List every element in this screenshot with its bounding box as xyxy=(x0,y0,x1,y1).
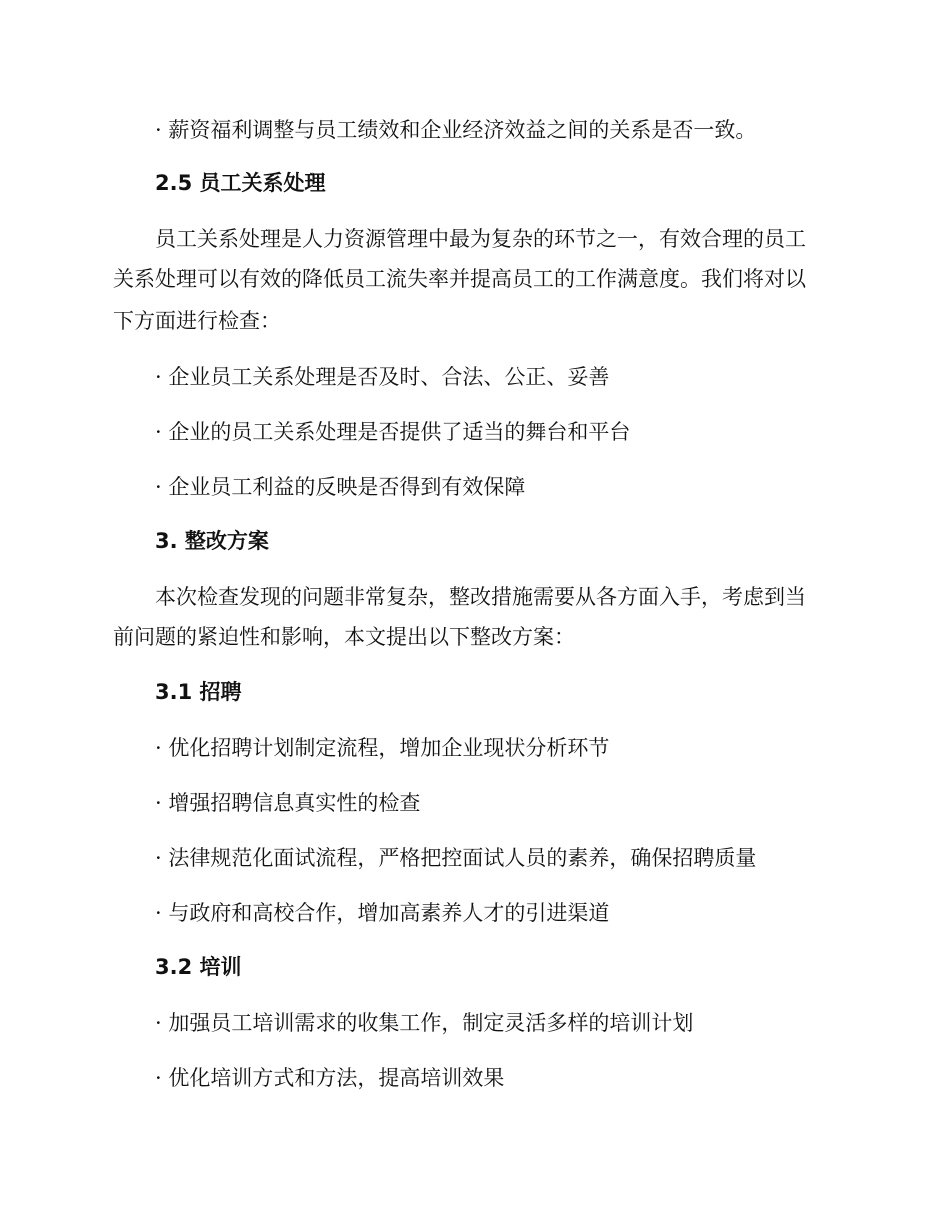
bullet-recruitment-info: · 增强招聘信息真实性的检查 xyxy=(155,791,421,815)
heading-2-5-employee-relations: 2.5 员工关系处理 xyxy=(155,171,326,195)
bullet-training-needs: · 加强员工培训需求的收集工作，制定灵活多样的培训计划 xyxy=(155,1011,694,1035)
para-rectification-line-2: 前问题的紧迫性和影响，本文提出以下整改方案： xyxy=(113,625,575,649)
para-employee-relations-line-2: 关系处理可以有效的降低员工流失率并提高员工的工作满意度。我们将对以 xyxy=(113,267,806,291)
para-employee-relations-line-1: 员工关系处理是人力资源管理中最为复杂的环节之一，有效合理的员工 xyxy=(155,227,806,251)
bullet-relations-timely: · 企业员工关系处理是否及时、合法、公正、妥善 xyxy=(155,365,610,389)
bullet-talent-channel: · 与政府和高校合作，增加高素养人才的引进渠道 xyxy=(155,901,610,925)
bullet-interview-process: · 法律规范化面试流程，严格把控面试人员的素养，确保招聘质量 xyxy=(155,846,757,870)
bullet-recruitment-plan: · 优化招聘计划制定流程，增加企业现状分析环节 xyxy=(155,736,610,760)
para-employee-relations-line-3: 下方面进行检查： xyxy=(113,309,281,333)
heading-3-rectification: 3. 整改方案 xyxy=(155,529,269,553)
heading-3-1-recruitment: 3.1 招聘 xyxy=(155,680,242,704)
heading-3-2-training: 3.2 培训 xyxy=(155,955,242,979)
bullet-relations-platform: · 企业的员工关系处理是否提供了适当的舞台和平台 xyxy=(155,420,631,444)
para-rectification-line-1: 本次检查发现的问题非常复杂，整改措施需要从各方面入手，考虑到当 xyxy=(155,585,806,609)
bullet-training-methods: · 优化培训方式和方法，提高培训效果 xyxy=(155,1066,505,1090)
bullet-salary-consistency: · 薪资福利调整与员工绩效和企业经济效益之间的关系是否一致。 xyxy=(155,118,757,142)
bullet-interest-guarantee: · 企业员工利益的反映是否得到有效保障 xyxy=(155,475,526,499)
